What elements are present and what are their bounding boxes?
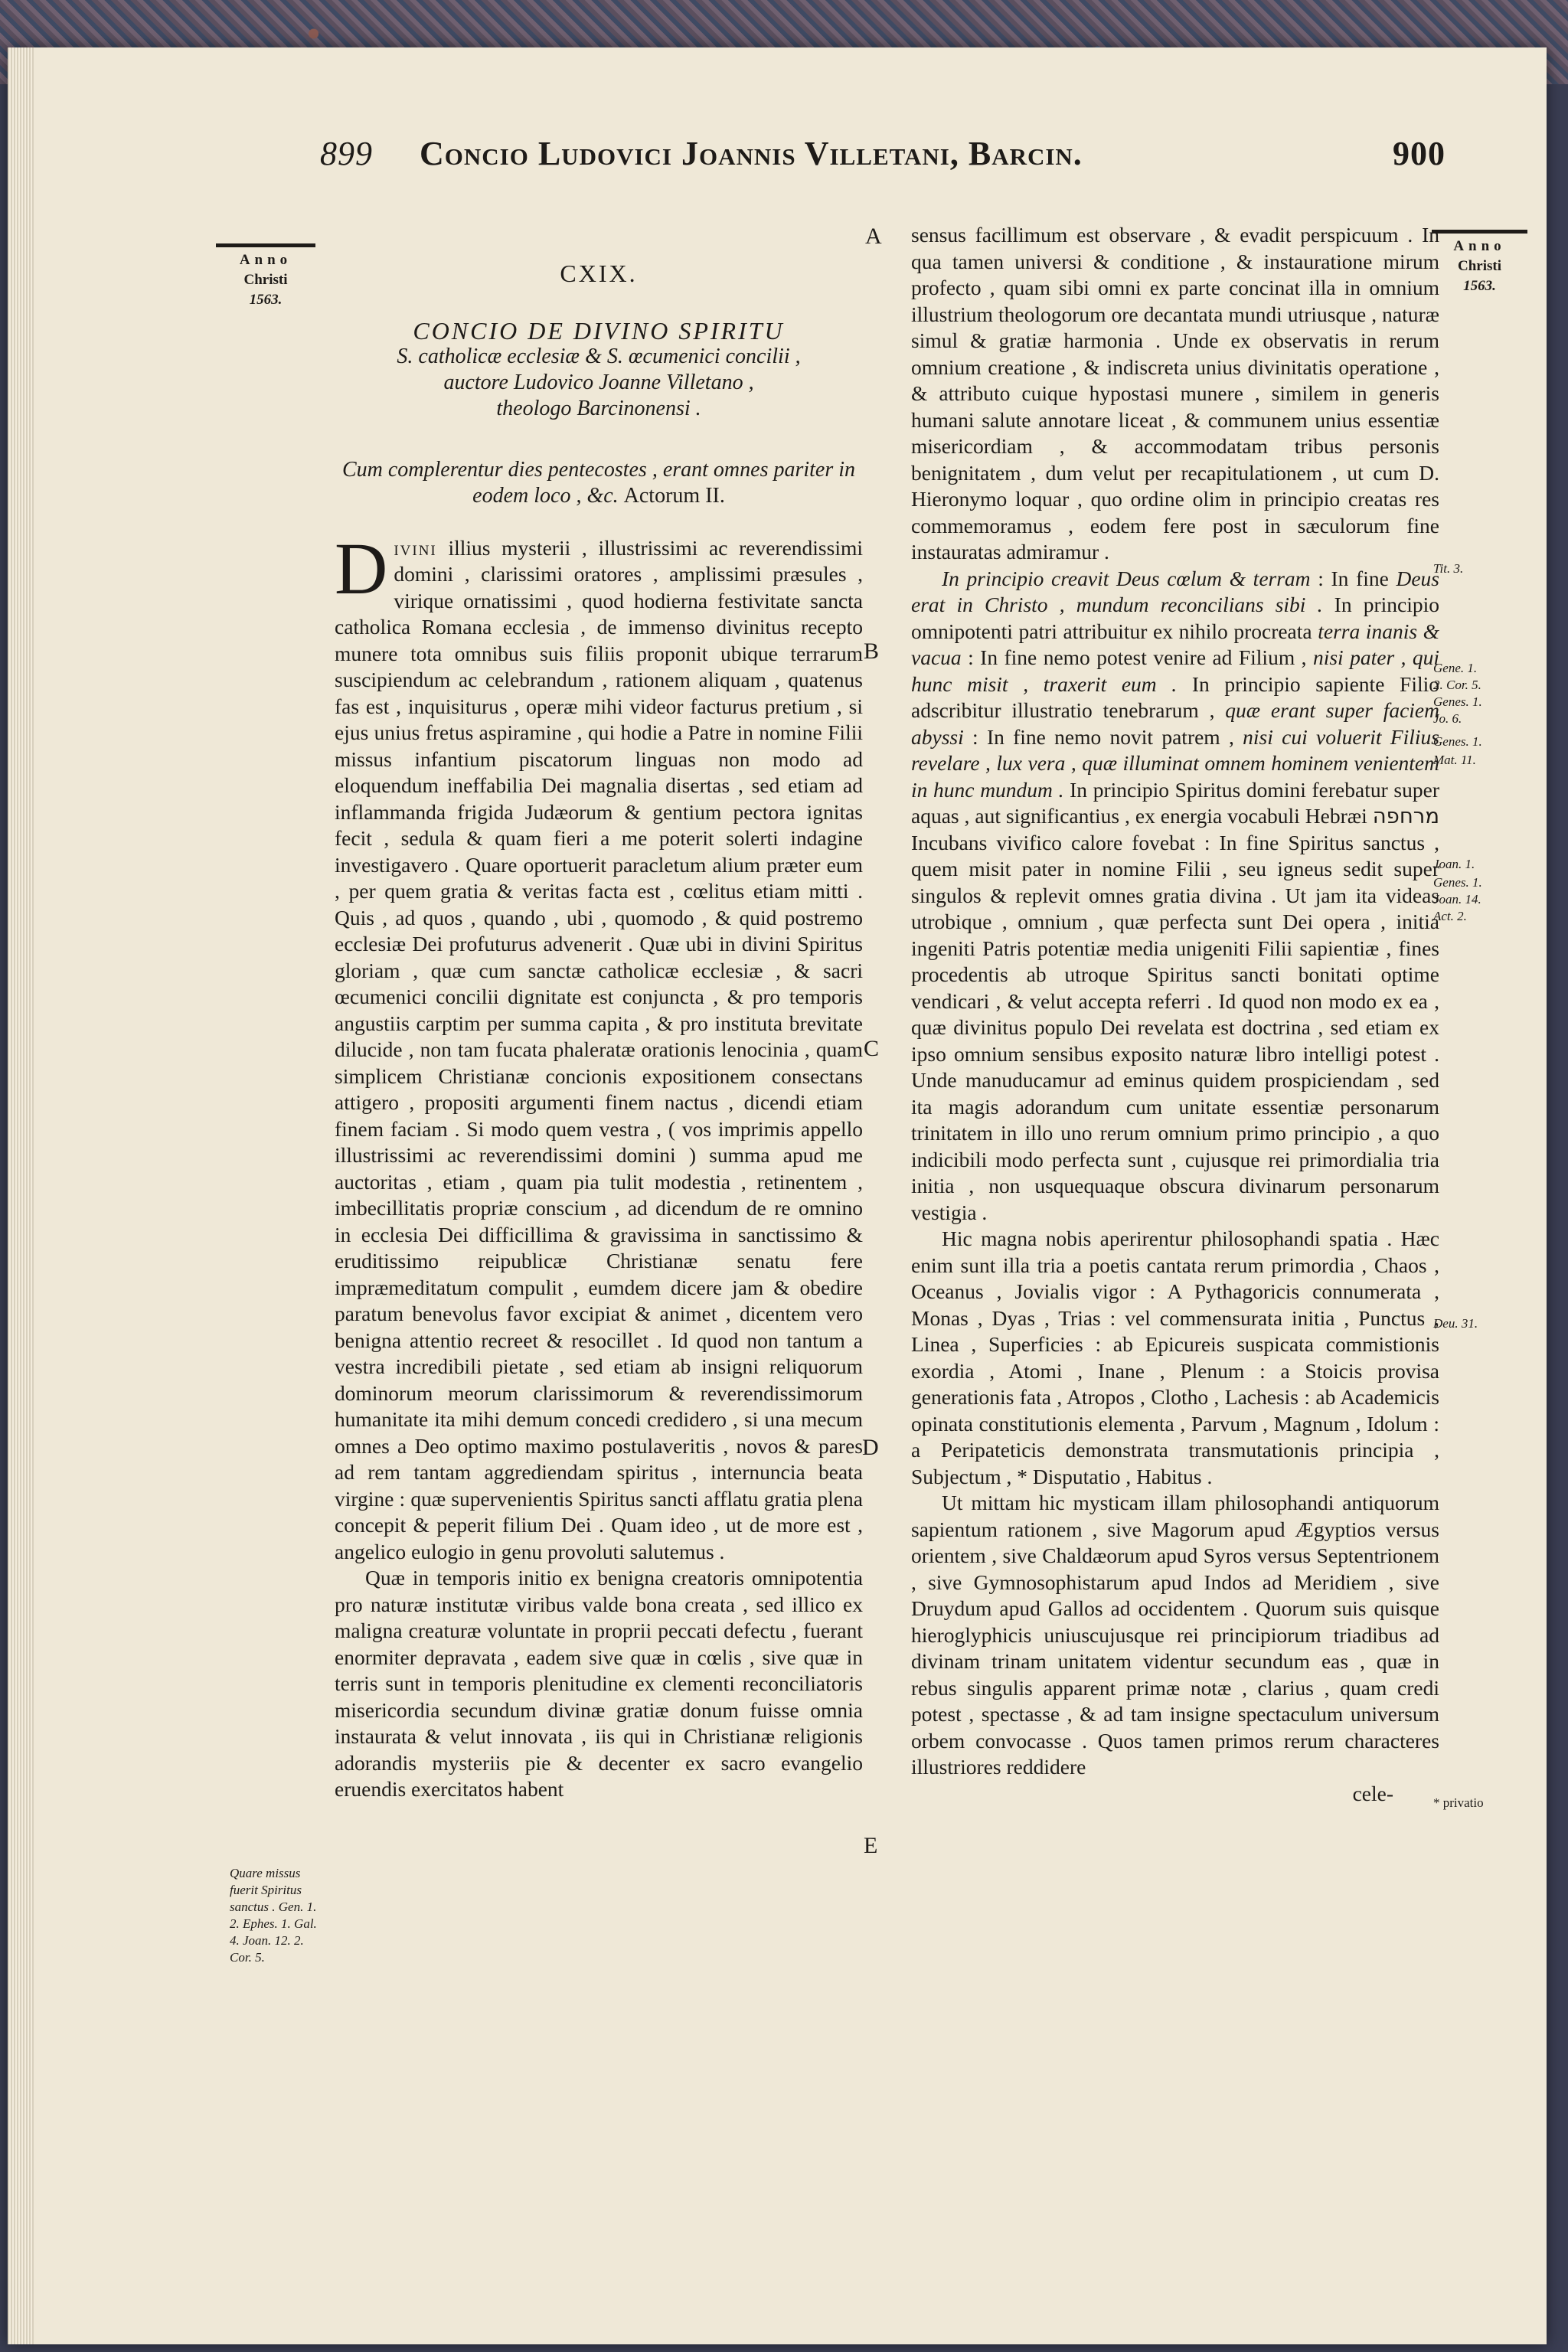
quote-genesis: In principio creavit Deus cœlum & terram xyxy=(942,566,1311,590)
running-head xyxy=(320,134,1446,188)
margin-act: Act. 2. xyxy=(1433,909,1467,923)
text-span: : In fine nemo potest venire ad Filium , xyxy=(968,645,1307,669)
text-span: In principio omnipotenti patri attribuitur ex nihilo procreata xyxy=(911,593,1440,643)
margin-gen-1: Gene. 1. xyxy=(1433,661,1478,675)
drop-cap: D xyxy=(335,527,388,609)
margin-mat: Mat. 11. xyxy=(1433,753,1476,767)
section-letter-b: B xyxy=(864,639,880,664)
margin-gen-1c: Genes. 1. xyxy=(1433,734,1482,749)
margin-joan-1: Joan. 1. xyxy=(1433,857,1475,871)
opening-word: ivini xyxy=(394,535,437,560)
quote-corinthians: Deus erat in Christo , mundum reconcilians sibi . xyxy=(911,566,1439,616)
christi-label: Christi xyxy=(243,272,288,288)
paragraph-continued: sensus facillimum est observare , & evadit perspicuum . In qua tamen universi & conditione , & instauratione mirum profecto , quam sibi omni ex parte concinat illa in omnium illustrium theologorum ore decantata mundi utriusque , naturæ simul & gratiæ harmonia . Unde ex observatis in rerum omnium creatione , & indiscreta unius divinitatis operatione , & attributo cuique hypostasi munere , similem in generis humani salute annotare liceat , & communem unius essentiæ misericordiam , & accommodatam tribus personis benignitatem , dum velut per recapitulationem , ut cum D. Hieronymo loquar , quo ordine olim in principio creatas res commemoramus , eodem fere post in sæculorum fine instauratas admiramur . xyxy=(911,223,1439,564)
margin-gen-1d: Genes. 1. xyxy=(1433,875,1482,890)
margin-cor: 2. Cor. 5. xyxy=(1433,678,1481,692)
running-title: Concio Ludovici Joannis Villetani, Barcin. xyxy=(420,135,1083,172)
paragraph-1 xyxy=(335,527,863,1566)
anno-rule xyxy=(216,243,315,247)
hebrew-word: מרחפה xyxy=(1372,804,1439,828)
folio-right: 900 xyxy=(1393,135,1446,172)
paragraph-in-principio xyxy=(911,566,1439,1227)
right-column xyxy=(911,222,1439,1807)
margin-deut: Deu. 31. xyxy=(1433,1316,1478,1331)
anno-label: Anno xyxy=(1453,238,1506,254)
anno-rule xyxy=(1432,230,1527,234)
anno-christi-right xyxy=(1432,230,1527,296)
left-marginal-note: Quare missus fuerit Spiritus sanctus . Gen. 1. 2. Ephes. 1. Gal. 4. Joan. 12. 2. Cor. 5. xyxy=(230,1866,317,1965)
quote-span: terra inanis & vacua xyxy=(911,619,1440,669)
folio-left: 899 xyxy=(320,135,373,172)
section-letter-a: A xyxy=(865,224,882,249)
christi-label: Christi xyxy=(1458,258,1501,274)
margin-privatio: * privatio xyxy=(1433,1795,1484,1810)
catchword: cele- xyxy=(1352,1781,1393,1805)
sermon-title-line-1: CONCIO DE DIVINO SPIRITU xyxy=(413,316,785,345)
lemma-text: Cum complerentur dies pentecostes , erant omnes pariter in eodem loco , &c. xyxy=(341,457,856,508)
section-number: CXIX. xyxy=(560,260,638,287)
anno-year: 1563. xyxy=(249,292,283,308)
scripture-lemma xyxy=(335,457,863,509)
margin-jo-6: Jo. 6. xyxy=(1433,711,1462,726)
paragraph-1-text: illius mysterii , illustrissimi ac reverendissimi domini , clarissimi oratores , amplissimi præsules , virique ornatissimi , quod hodierna festivitate sancta catholica Romana ecclesia , de immenso divinitus recepto munere tota omnibus suis filiis proponit ubique terrarum suscipiendum ac celebrandum , rationem aliquam , quatenus fas est , inquisiturus , operæ mihi videor facturus pretium , si ejus unius fretus aspiramine , qui hodie a Patre in nomine Filii missus infantium piscatorum linguas non modo ad eloquendum ineffabilia Dei magnalia disertas , sed etiam ad inflammanda frigida Judæorum & gentium pectora ignitas fecit , sedula & quam fieri a me poterit solerti indagine investigavero . Quare oportuerit paracletum alium præter eum , per quem gratia & veritas facta est , cœlitus etiam mitti . Quis , ad quos , quando , ubi , quomodo , & quid postremo ecclesiæ Dei profuturus advenerit . Quæ ubi in divini Spiritus gloriam , quæ cum sanctæ catholicæ ecclesiæ , & sacri œcumenici concilii dignitate est conjuncta , & pro temporis angustiis carptim per summa capita , & pro instituta brevitate dilucide , non tam fucata phaleratæ orationis lenocinia , quam simplicem Christianæ concionis expositionem consectans attigero , propositi argumenti finem nactus , dicendi etiam finem faciam . Si modo quem vestra , ( vos imprimis appello illustrissimi ac reverendissimi domini ) summa apud me auctoritas , etiam , quam pia tulit modestia , retinentem , imbecillitatis propriæ conscium , ad dicendum de re omnino in ecclesia Dei difficillima & gravissima in sanctissimo & eruditissimo reipublicæ Christianæ senatu fere impræmeditatum compulit , eumdem dicere jam & obedire paratum benevolus favor excipiat & animet , dicentem vero benigna attentio recreet & resocillet . Id quod non tantum a vestra incredibili pietate , sed etiam ab insigni reliquorum dominorum meorum clarissimorum & reverendissimorum humanitate ita mihi demum concedi credidero , si una mecum omnes a Deo optimo maximo postulaveritis , novos & pares ad rem tantam aggrediendam spiritus , internuncia beata virgine : quæ supervenientis Spiritus sancti afflatu gratia plena concepit & peperit filium Dei . Quam ideo , ut de more est , angelico eulogio in genu provoluti salutemus . xyxy=(335,535,863,1563)
anno-christi-left xyxy=(216,243,315,310)
anno-label: Anno xyxy=(239,252,292,268)
text-span: In principio sapiente Filio adscribitur illustratio tenebrarum , xyxy=(911,671,1439,722)
page-edge xyxy=(8,47,34,2344)
margin-tit: Tit. 3. xyxy=(1433,561,1464,576)
text-span: : In fine nemo novit patrem , xyxy=(972,724,1234,749)
paragraph-2: Quæ in temporis initio ex benigna creatoris omnipotentia pro naturæ institutæ viribus valde bona creata , sed illico ex maligna creaturæ voluntate in proprii peccati defectu , fuerant enormiter depravata , eadem sive quæ in cœlis , sive quæ in terris sunt in temporis plenitudine ex clementi reconciliatoris misericordia secundum divinæ gratiæ donum fuisse omnia instaurata & velut innovata , iis qui in Christianæ religionis adorandis mysteriis pie & decenter ex sacro evangelio eruendis exercitatos habent xyxy=(335,1566,863,1801)
sermon-title-line-3: auctore Ludovico Joanne Villetano , xyxy=(443,370,754,394)
left-column xyxy=(335,260,863,1803)
sermon-title-line-2: S. catholicæ ecclesiæ & S. œcumenici concilii , xyxy=(397,344,801,368)
lemma-reference: Actorum II. xyxy=(623,483,725,508)
section-letter-c: C xyxy=(864,1036,880,1061)
section-letter-e: E xyxy=(864,1833,878,1858)
sermon-title-line-4: theologo Barcinonensi . xyxy=(496,396,701,420)
text-span: Incubans vivifico calore fovebat : In fine Spiritus sanctus , quem misit pater in nomine Filii , seu igneus sedit super singulos & replevit omnes gratia divina . Ut jam ita videas utrobique , omnium , quæ perfecta sunt Dei opera , initia ingeniti Patris potentiæ media unigeniti Filii sapientiæ , fines procedentis ab utroque Spiritus sancti bonitati optime vendicari , & velut accepta referri . Id quod non modo ex ea , quæ divinitus populo Dei revelata est doctrina , sed etiam ex ipso omnium sensibus exposito naturæ libro intelligi potest . Unde manuducamur ad eminus quidem prospiciendam , sed ita magis adorandum cum unitate essentiæ personarum trinitatem in illo uno rerum omnium primo principio , a quo indicibili modo perfecta sunt , cujusque rei primordialia tria initia , non usquequaque obscura divinarum personarum vestigia . xyxy=(911,830,1439,1224)
text-span: In principio Spiritus domini ferebatur super aquas , aut significantius , ex energia vocabuli Hebræi xyxy=(911,777,1439,828)
quote-span: nisi pater , qui hunc misit , traxerit eum . xyxy=(911,645,1440,696)
paragraph-ut-mittam: Ut mittam hic mysticam illam philosophandi antiquorum sapientum rationem , sive Magorum apud Ægyptios versus orientem , sive Chaldæorum apud Syros versus Septentrionem , sive Gymnosophistarum apud Indos ad Meridiem , sive Druydum apud Gallos ad occidentem . Quorum suis quisque hieroglyphicis uniuscujusque rei principiorum triadibus ad divinam trinam unitatem videntur secundum eas , quæ in rebus singulis apparent primæ notæ , clarius , quam credi potest , spectasse , & ad tam insigne spectaculum universum orbem convocasse . Quos tamen primos rerum characteres illustriores reddidere xyxy=(911,1491,1439,1779)
section-letter-d: D xyxy=(862,1435,879,1460)
margin-joan-14: Joan. 14. xyxy=(1433,892,1481,906)
quote-span: nisi cui voluerit Filius revelare , lux vera , quæ illuminat omnem hominem venientem in hunc mundum . xyxy=(911,724,1440,802)
margin-gen-1b: Genes. 1. xyxy=(1433,694,1482,709)
quote-span: quæ erant super faciem abyssi xyxy=(911,698,1439,749)
sermon-title xyxy=(335,318,863,422)
paragraph-philosophandi: Hic magna nobis aperirentur philosophandi spatia . Hæc enim sunt illa tria a poetis cantata rerum primordia , Chaos , Oceanus , Jovialis vigor : A Pythagoricis connumerata , Monas , Dyas , Trias : vel commensurata initia , Punctus , Linea , Superficies : ab Epicureis suspicata commistionis exordia , Atomi , Inane , Plenum : a Stoicis provisa generationis fata , Atropos , Clotho , Lachesis : ab Academicis opinata constitutionis elementa , Parvum , Magnum , Idolum : a Peripateticis demonstrata transmutationis principia , Subjectum , * Disputatio , Habitus . xyxy=(911,1227,1439,1488)
text-span: : In fine xyxy=(1318,566,1389,590)
anno-year: 1563. xyxy=(1463,278,1496,294)
